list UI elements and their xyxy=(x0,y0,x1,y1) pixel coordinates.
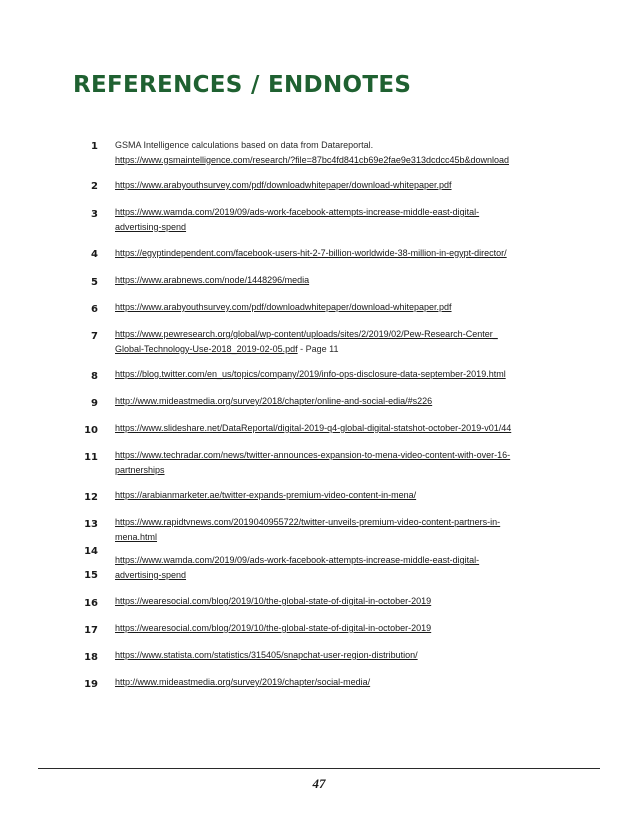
reference-number: 3 xyxy=(91,209,98,220)
reference-link[interactable]: https://www.arabnews.com/node/1448296/media xyxy=(115,275,310,285)
reference-entry xyxy=(115,205,555,234)
reference-entry xyxy=(115,553,555,582)
reference-link-continued[interactable]: advertising-spend xyxy=(115,569,187,580)
reference-entry xyxy=(115,675,555,690)
reference-link-continued[interactable]: advertising-spend xyxy=(115,221,187,232)
reference-number: 9 xyxy=(91,398,98,409)
reference-entry xyxy=(115,421,555,436)
reference-number: 19 xyxy=(84,679,98,690)
reference-entry xyxy=(115,594,555,609)
reference-link[interactable]: https://wearesocial.com/blog/2019/10/the-global-state-of-digital-in-october-2019 xyxy=(115,623,432,633)
reference-link[interactable]: https://arabianmarketer.ae/twitter-expands-premium-video-content-in-mena/ xyxy=(115,490,417,500)
reference-note: GSMA Intelligence calculations based on data from Datareportal. xyxy=(115,140,374,150)
reference-entry xyxy=(115,367,555,382)
reference-number: 11 xyxy=(84,452,98,463)
reference-entry xyxy=(115,621,555,636)
reference-link-continued[interactable]: mena.html xyxy=(115,531,158,542)
reference-number: 4 xyxy=(91,249,98,260)
reference-link[interactable]: https://blog.twitter.com/en_us/topics/company/2019/info-ops-disclosure-data-september-2019.html xyxy=(115,369,506,379)
reference-entry xyxy=(115,178,555,193)
reference-entry xyxy=(115,300,555,315)
reference-link-continued[interactable]: Global-Technology-Use-2018_2019-02-05.pdf xyxy=(115,343,298,354)
reference-number: 7 xyxy=(91,331,98,342)
reference-number: 6 xyxy=(91,304,98,315)
reference-entry xyxy=(115,246,555,261)
reference-number: 13 xyxy=(84,519,98,530)
reference-entry xyxy=(115,488,555,503)
reference-link[interactable]: https://wearesocial.com/blog/2019/10/the-global-state-of-digital-in-october-2019 xyxy=(115,596,432,606)
reference-number: 1 xyxy=(91,141,98,152)
reference-entry xyxy=(115,515,555,544)
reference-page-note: - Page 11 xyxy=(297,343,339,354)
reference-link[interactable]: http://www.mideastmedia.org/survey/2019/chapter/social-media/ xyxy=(115,677,371,687)
reference-number: 8 xyxy=(91,371,98,382)
reference-link[interactable]: https://www.arabyouthsurvey.com/pdf/downloadwhitepaper/download-whitepaper.pdf xyxy=(115,180,452,190)
page-title: REFERENCES / ENDNOTES xyxy=(73,72,412,98)
reference-entry xyxy=(115,648,555,663)
reference-number: 18 xyxy=(84,652,98,663)
reference-number: 12 xyxy=(84,492,98,503)
reference-number: 14 xyxy=(84,546,98,557)
reference-link[interactable]: https://www.techradar.com/news/twitter-announces-expansion-to-mena-video-content-with-over-16- xyxy=(115,450,511,460)
reference-number: 2 xyxy=(91,181,98,192)
reference-link[interactable]: https://www.arabyouthsurvey.com/pdf/downloadwhitepaper/download-whitepaper.pdf xyxy=(115,302,452,312)
reference-link[interactable]: https://www.wamda.com/2019/09/ads-work-facebook-attempts-increase-middle-east-digital- xyxy=(115,555,480,565)
reference-link[interactable]: http://www.mideastmedia.org/survey/2018/chapter/online-and-social-edia/#s226 xyxy=(115,396,433,406)
footer-divider xyxy=(38,768,600,769)
page-number: 47 xyxy=(312,776,326,791)
reference-link[interactable]: https://egyptindependent.com/facebook-users-hit-2-7-billion-worldwide-38-million-in-egypt-director/ xyxy=(115,248,507,258)
reference-number: 10 xyxy=(84,425,98,436)
reference-entry xyxy=(115,448,555,477)
reference-entry xyxy=(115,138,555,167)
reference-link[interactable]: https://www.pewresearch.org/global/wp-content/uploads/sites/2/2019/02/Pew-Research-Center_ xyxy=(115,329,498,339)
reference-link-continued[interactable]: partnerships xyxy=(115,464,165,475)
reference-number: 16 xyxy=(84,598,98,609)
reference-number: 5 xyxy=(91,277,98,288)
reference-entry xyxy=(115,394,555,409)
reference-link[interactable]: https://www.wamda.com/2019/09/ads-work-facebook-attempts-increase-middle-east-digital- xyxy=(115,207,480,217)
reference-link[interactable]: https://www.statista.com/statistics/315405/snapchat-user-region-distribution/ xyxy=(115,650,418,660)
reference-link[interactable]: https://www.slideshare.net/DataReportal/digital-2019-q4-global-digital-statshot-october-2019-v01/44 xyxy=(115,423,512,433)
reference-link[interactable]: https://www.rapidtvnews.com/2019040955722/twitter-unveils-premium-video-content-partners-in- xyxy=(115,517,501,527)
reference-link[interactable]: https://www.gsmaintelligence.com/research/?file=87bc4fd841cb69e2fae9e313dcdcc45b&download xyxy=(115,154,510,165)
reference-number: 15 xyxy=(84,570,98,581)
reference-number: 17 xyxy=(84,625,98,636)
reference-entry xyxy=(115,273,555,288)
reference-entry xyxy=(115,327,555,356)
